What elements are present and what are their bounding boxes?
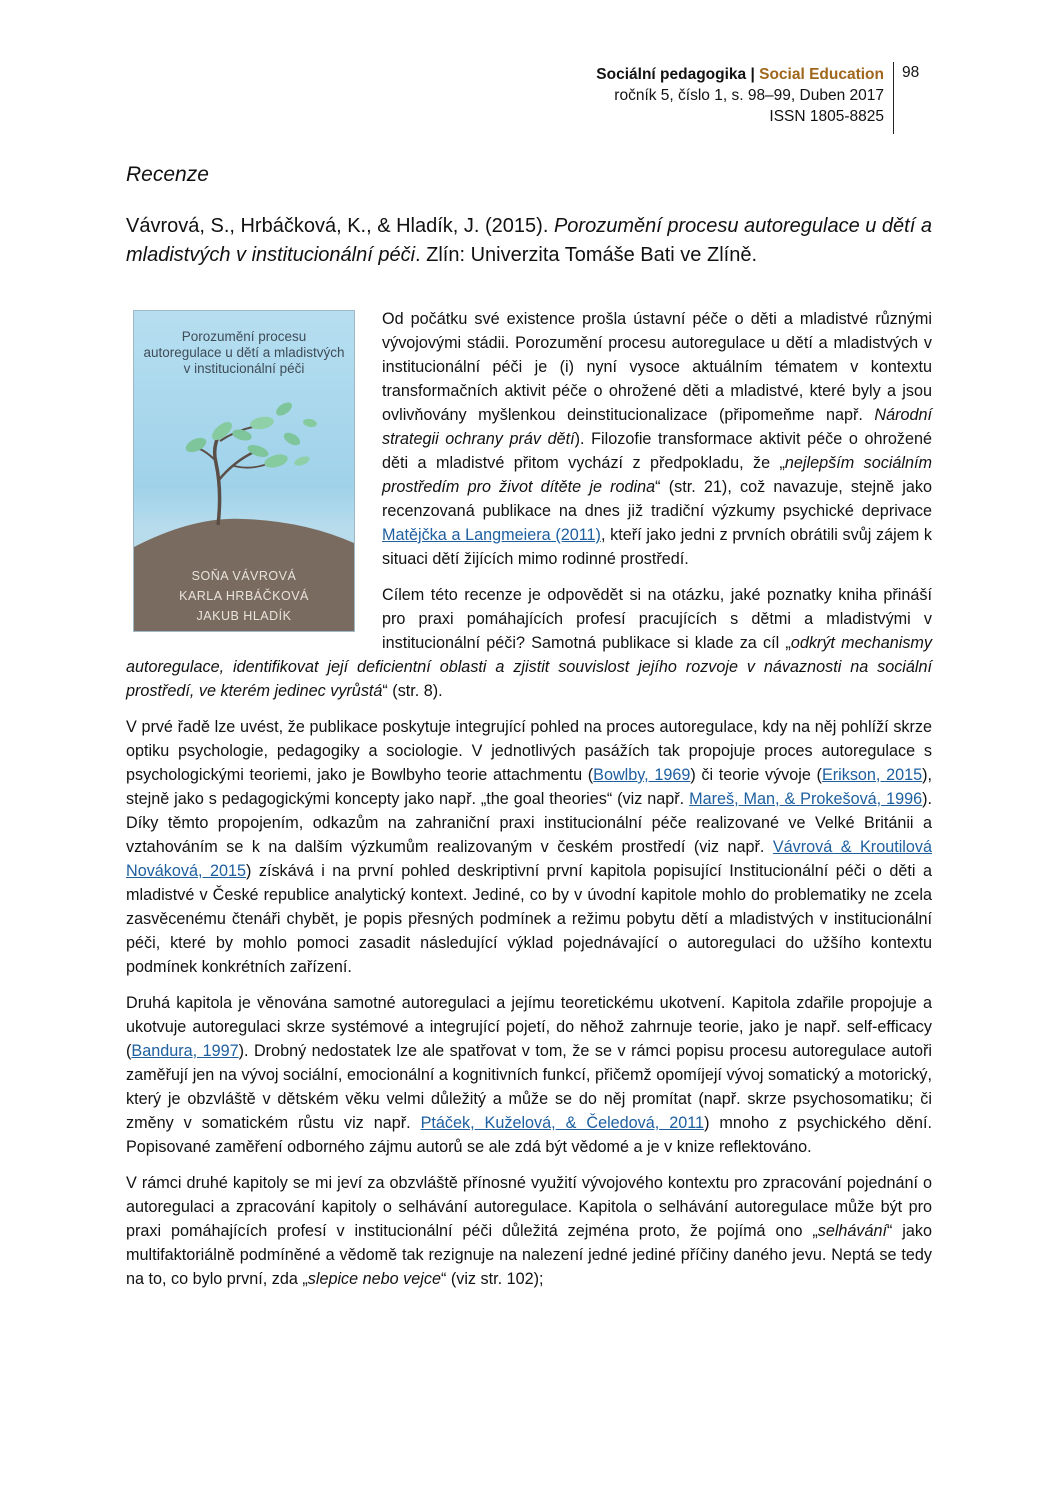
book-citation [126, 212, 936, 270]
text: ) či teorie vývoje ( [690, 766, 822, 784]
italic-text: nejlepším sociálním prostředím pro život dítěte je rodina [382, 454, 932, 496]
text: ) získává i na první pohled deskriptivní první kapitola popisující Institucionální péči o děti a mladistvé v České republice analytický kontext. Jediné, co by v úvodní kapitole mohlo do problematiky ne zcela zasvěcenému čtenáři chybět, je popis přesných podmínek a režimu pobytu dětí a mladistvých v institucionální péči, které by mohlo pomoci zasadit následující výklad pojednávající o autoregulaci do užšího kontextu podmínek konkrétních zařízení. [126, 862, 932, 976]
citation-publisher: . Zlín: Univerzita Tomáše Bati ve Zlíně. [415, 244, 757, 266]
text: ) mnoho z psychického dění. Popisované zaměření odborného zájmu autorů se ale zdá být vědomé a je v knize reflektováno. [126, 1114, 932, 1156]
reference-link[interactable]: Matějčka a Langmeiera (2011) [382, 526, 601, 544]
italic-text: slepice nebo vejce [307, 1270, 441, 1288]
text: “ jako multifaktoriálně podmíněné a vědomě tak rezignuje na nalezení jedné jediné příčiny daného jevu. Neptá se tedy na to, co bylo první, zda „ [126, 1222, 932, 1288]
journal-header [596, 64, 884, 127]
italic-text: odkrýt mechanismy autoregulace, identifikovat její deficientní oblasti a zjistit souvislost jejího rozvoje v návaznosti na sociální prostředí, ve kterém jedinec vyrůstá [126, 634, 932, 700]
text: “ (viz str. 102); [440, 1270, 544, 1288]
text: “ (str. 8). [382, 682, 443, 700]
text: Druhá kapitola je věnována samotné autoregulaci a jejímu teoretickému ukotvení. Kapitola zdařile propojuje a ukotvuje autoregulaci skrze systémové a integrující pojetí, do něhož zahrnuje teorie, jako je např. self-efficacy ( [126, 994, 932, 1060]
paragraph [126, 1171, 932, 1291]
journal-separator: | [746, 66, 760, 83]
paragraph [126, 991, 932, 1159]
reference-link[interactable]: Bandura, 1997 [131, 1042, 239, 1060]
italic-text: selhávání [817, 1222, 888, 1240]
text: V rámci druhé kapitoly se mi jeví za obzvláště přínosné využití vývojového kontextu pro zpracování pojednání o autoregulaci a zpracování kapitoly o selhávání autoregulace. Kapitola o selhávání autoregulace může být pro praxi pomáhajících profesí v institucionální péči důležitá zejména proto, že pojímá ono „ [126, 1174, 932, 1240]
paragraph [126, 715, 932, 979]
text: ). Filozofie transformace aktivit péče o ohrožené děti a mladistvé přitom vychází z předpokladu, že „ [382, 430, 932, 472]
cover-author: JAKUB HLADÍK [196, 609, 292, 623]
citation-title: Porozumění procesu autoregulace u dětí a mladistvých v institucionální péči [126, 215, 932, 266]
cover-title-line: v institucionální péči [183, 361, 305, 376]
page-number: 98 [902, 64, 920, 81]
review-body [126, 307, 932, 1303]
cover-title-line: Porozumění procesu [181, 329, 307, 344]
reference-link[interactable]: Ptáček, Kuželová, & Čeledová, 2011 [420, 1114, 705, 1132]
text: V prvé řadě lze uvést, že publikace poskytuje integrující pohled na proces autoregulace, kdy na něj pohlíží skrze optiku psychologie, pedagogiky a sociologie. V jednotlivých pasážích tak propojuje proces autoregulace s psychologickými teoriemi, jako je Bowlbyho teorie attachmentu ( [126, 718, 932, 784]
text: ). Díky těmto propojením, odkazům na zahraniční praxi institucionální péče realizované ve Velké Británii a vztahováním se k na dalším výzkumům realizovaným v českém prostředí (viz např. [126, 790, 932, 856]
text: Cílem této recenze je odpovědět si na otázku, jaké poznatky kniha přináší pro praxi pomáhajících profesí pracujících s dětmi a mladistvými v institucionální péči? Samotná publikace si klade za cíl „ [382, 586, 932, 652]
text: ). Drobný nedostatek lze ale spatřovat v tom, že se v rámci popisu procesu autoregulace autoři zaměřují jen na vývoj sociální, emocionální a kognitivních funkcí, přičemž opomíjejí vývoj somatický a motorický, který je obzvláště v dětském věku velmi důležitý a může se do něj promítat (např. skrze psychosomatiku; či změny v somatickém růstu viz např. [126, 1042, 933, 1132]
text: Od počátku své existence prošla ústavní péče o děti a mladistvé různými vývojovými stádii. Porozumění procesu autoregulace u dětí a mladistvých v institucionální péči je (i) nyní vysoce aktuálním tématem v kontextu transformačních aktivit péče o ohrožené děti a mladistvé, které byly a jsou ovlivňovány myšlenkou deinstitucionalizace (připomeňme např. [382, 310, 932, 424]
cover-title-line: autoregulace u dětí a mladistvých [143, 345, 345, 360]
cover-spacer [126, 307, 382, 637]
reference-link[interactable]: Vávrová & Kroutilová Nováková, 2015 [126, 838, 932, 880]
journal-name [596, 64, 884, 85]
reference-link[interactable]: Erikson, 2015 [821, 766, 923, 784]
citation-authors: Vávrová, S., Hrbáčková, K., & Hladík, J. (2015). [126, 215, 554, 237]
text: , kteří jako jedni z prvních obrátili svůj zájem k situaci dětí žijících mimo rodinné prostředí. [382, 526, 932, 568]
journal-name-en: Social Education [759, 66, 884, 83]
issn: ISSN 1805-8825 [769, 108, 884, 125]
text: “ (str. 21), což navazuje, stejně jako recenzovaná publikace na dnes již tradiční výzkumy psychické deprivace [382, 478, 932, 520]
cover-author: SOŇA VÁVROVÁ [191, 569, 297, 583]
reference-link[interactable]: Mareš, Man, & Prokešová, 1996 [689, 790, 923, 808]
cover-author: KARLA HRBÁČKOVÁ [179, 589, 309, 603]
text: ), stejně jako s pedagogickými koncepty jako např. „the goal theories“ (viz např. [126, 766, 933, 808]
header-divider [893, 62, 894, 134]
reference-link[interactable]: Bowlby, 1969 [593, 766, 691, 784]
journal-name-cz: Sociální pedagogika [596, 66, 747, 83]
italic-text: Národní strategii ochrany práv dětí [382, 406, 932, 448]
issue-line: ročník 5, číslo 1, s. 98–99, Duben 2017 [614, 87, 884, 104]
section-label: Recenze [126, 163, 209, 186]
